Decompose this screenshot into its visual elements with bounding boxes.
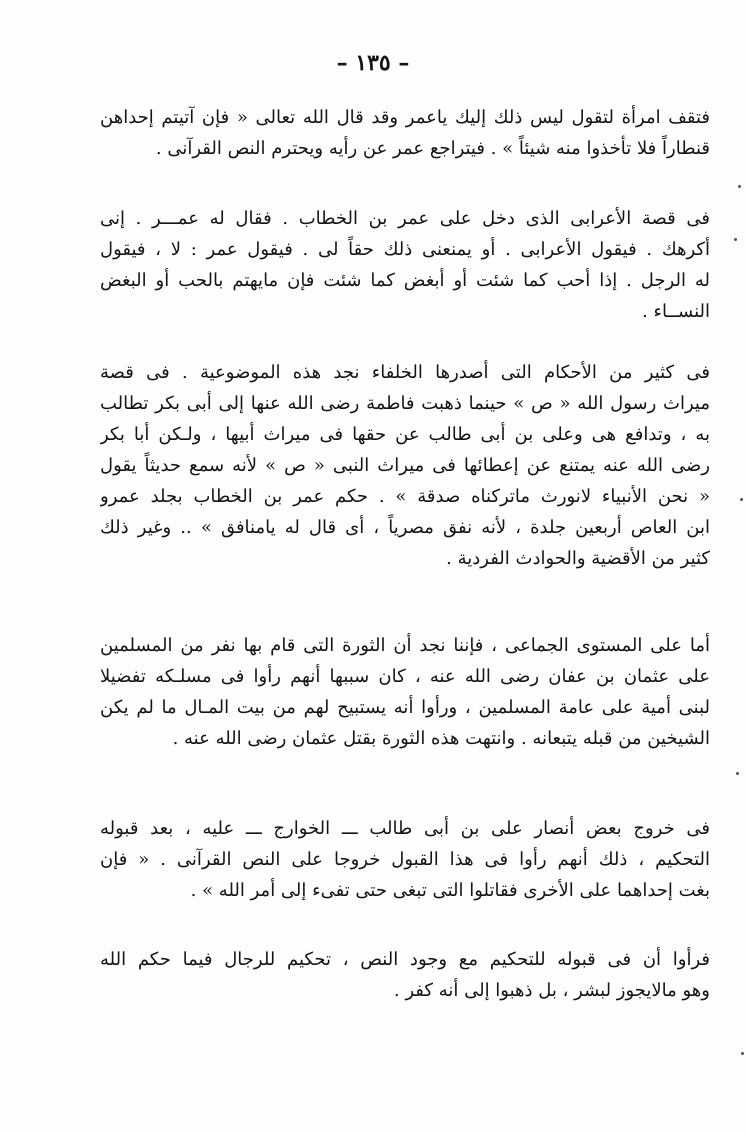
text-line: كثير من الأقضية والحوادث الفردية . xyxy=(446,548,710,569)
text-line: فى قصة الأعرابى الذى دخل على عمر بن الخطاب . فقال له عمـــر . إنى xyxy=(100,208,710,229)
text-line: النســاء . xyxy=(642,301,710,322)
text-line: « نحن الأنبياء لانورث ماتركناه صدقة » . حكم عمر بن الخطاب بجلد عمرو xyxy=(100,486,710,507)
paragraph xyxy=(100,203,710,327)
text-line: التحكيم ، ذلك أنهم رأوا فى هذا القبول خروجا على النص القرآنى . « فإن xyxy=(100,849,710,870)
scan-speck xyxy=(741,1052,744,1055)
paragraph xyxy=(100,357,710,574)
paragraph xyxy=(100,630,710,754)
text-line: له الرجل . إذا أحب كما شئت أو أبغض كما شئت فإن مايهتم بالحب أو البغض xyxy=(100,270,710,291)
page-number: – ١٣٥ – xyxy=(336,50,410,76)
paragraph xyxy=(100,813,710,906)
text-line: أكرهك . فيقول الأعرابى . أو يمنعنى ذلك حقاً لى . فيقول عمر : لا ، فيقول xyxy=(100,239,710,260)
text-line: أما على المستوى الجماعى ، فإننا نجد أن الثورة التى قام بها نفر من المسلمين xyxy=(100,635,710,656)
text-line: فرأوا أن فى قبوله للتحكيم مع وجود النص ، تحكيم للرجال فيما حكم الله xyxy=(100,949,710,970)
text-line: الشيخين من قبله يتبعانه . وانتهت هذه الثورة بقتل عثمان رضى الله عنه . xyxy=(172,728,710,749)
scan-speck xyxy=(734,238,737,241)
text-line: ميراث رسول الله « ص » حينما ذهبت فاطمة رضى الله عنها إلى أبى بكر تطالب xyxy=(100,393,710,414)
scan-speck xyxy=(736,772,739,775)
paragraph xyxy=(100,102,710,164)
text-line: بغت إحداهما على الأخرى فقاتلوا التى تبغى حتى تفىء إلى أمر الله » . xyxy=(190,880,710,901)
text-line: رضى الله عنه يمتنع عن إعطائها فى ميراث النبى « ص » لأنه سمع حديثاً يقول xyxy=(100,455,710,476)
text-line: فى كثير من الأحكام التى أصدرها الخلفاء نجد هذه الموضوعية . فى قصة xyxy=(100,362,710,383)
text-line: قنطاراً فلا تأخذوا منه شيئاً » . فيتراجع عمر عن رأيه ويحترم النص القرآنى . xyxy=(155,138,710,159)
text-line: لبنى أمية على عامة المسلمين ، ورأوا أنه يستبيح لهم من بيت المـال ما لم يكن xyxy=(100,697,710,718)
scan-speck xyxy=(740,498,743,501)
text-line: فى خروج بعض أنصار على بن أبى طالب ـــ الخوارج ـــ عليه ، بعد قبوله xyxy=(100,818,710,839)
paragraph xyxy=(100,944,710,1006)
text-line: به ، وتدافع هى وعلى بن أبى طالب عن حقها فى ميراث أبيها ، ولـكن أبا بكر xyxy=(100,424,710,445)
text-line: فتقف امرأة لتقول ليس ذلك إليك ياعمر وقد قال الله تعالى « فإن آتيتم إحداهن xyxy=(100,107,710,128)
scan-speck xyxy=(738,185,741,188)
text-line: ابن العاص أربعين جلدة ، لأنه نفق مصرياً ، أى قال له يامنافق » .. وغير ذلك xyxy=(100,517,710,538)
text-line: وهو مالايجوز لبشر ، بل ذهبوا إلى أنه كفر . xyxy=(393,980,710,1001)
text-line: على عثمان بن عفان رضى الله عنه ، كان سببها أنهم رأوا فى مسلـكه تفضيلا xyxy=(100,666,710,687)
